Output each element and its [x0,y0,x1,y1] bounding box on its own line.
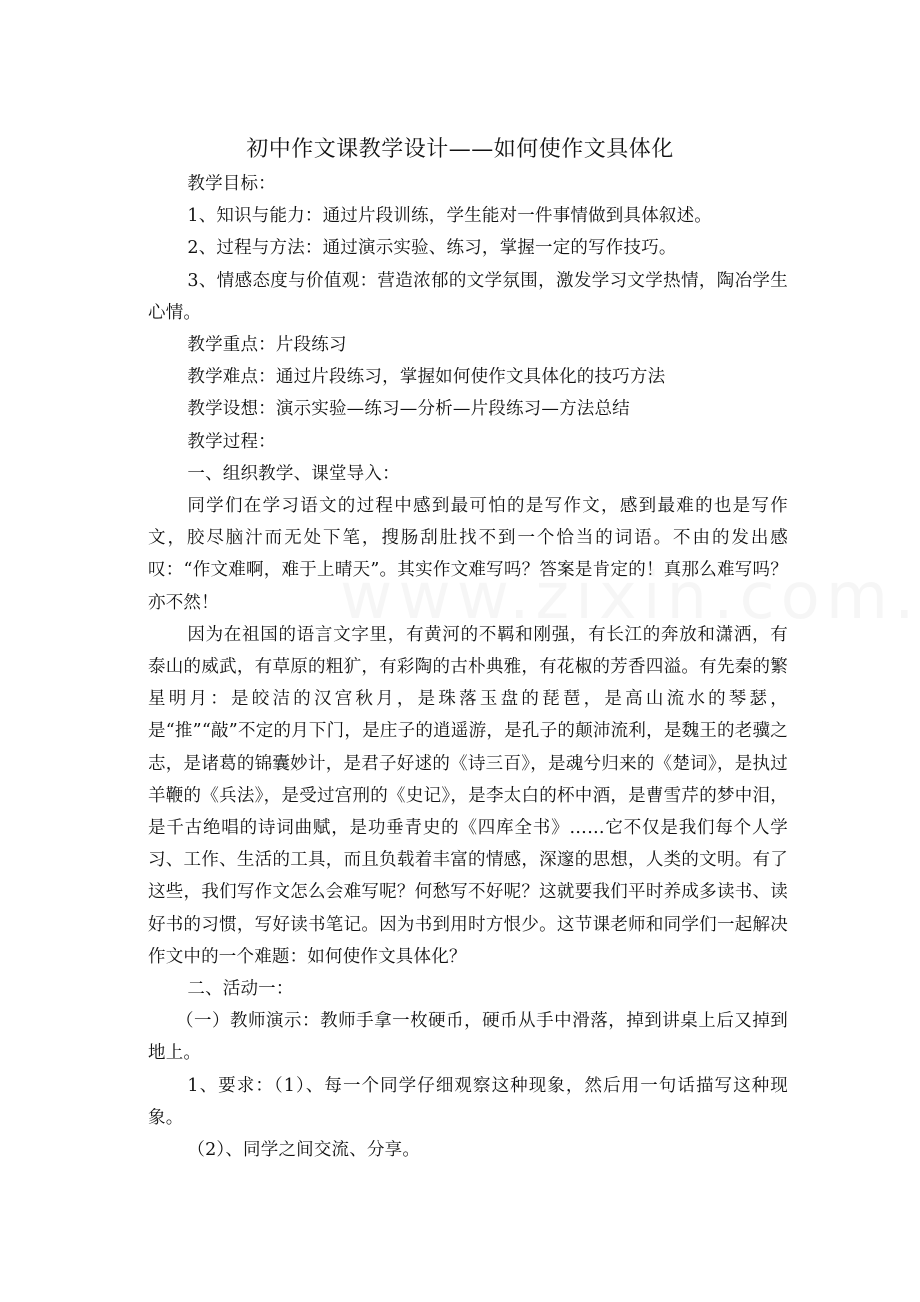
paragraph: 教学过程： [187,431,276,452]
paragraph: 教学重点：片段练习 [187,335,347,356]
paragraph: 教学设想：演示实验—练习—分析—片段练习—方法总结 [187,399,630,420]
paragraph: 1、知识与能力：通过片段训练，学生能对一件事情做到具体叙述。 [187,206,713,227]
document-title: 初中作文课教学设计——如何使作文具体化 [246,137,674,162]
document-body [148,168,788,1166]
section-heading: 二、活动一： [187,979,294,1000]
paragraph: 1、要求：（1）、每一个同学仔细观察这种现象，然后用一句话描写这种现象。 [148,1075,788,1128]
paragraph: （一）教师演示：教师手拿一枚硬币，硬币从手中滑落，掉到讲桌上后又掉到地上。 [148,1011,788,1064]
paragraph: 2、过程与方法：通过演示实验、练习，掌握一定的写作技巧。 [187,238,677,259]
paragraph: （2）、同学之间交流、分享。 [187,1140,421,1161]
section-heading: 一、组织教学、课堂导入： [187,463,400,484]
paragraph: 因为在祖国的语言文字里，有黄河的不羁和刚强，有长江的奔放和潇洒，有泰山的威武，有草原的粗犷，有彩陶的古朴典雅，有花椒的芳香四溢。有先秦的繁星明月：是皎洁的汉宫秋月，是珠落玉盘的琵琶，是高山流水的琴瑟，是“推”“敲”不定的月下门，是庄子的逍遥游，是孔子的颠沛流利，是魏王的老骥之志，是诸葛的锦囊妙计，是君子好逑的《诗三百》，是魂兮归来的《楚词》，是执过羊鞭的《兵法》，是受过宫刑的《史记》，是李太白的杯中酒，是曹雪芹的梦中泪，是千古绝唱的诗词曲赋，是功垂青史的《四库全书》……它不仅是我们每个人学习、工作、生活的工具，而且负载着丰富的情感，深邃的思想，人类的文明。有了这些，我们写作文怎么会难写呢？何愁写不好呢？这就要我们平时养成多读书、读好书的习惯，写好读书笔记。因为书到用时方恨少。这节课老师和同学们一起解决作文中的一个难题：如何使作文具体化？ [148,624,788,967]
paragraph: 教学目标： [187,174,276,194]
paragraph: 同学们在学习语文的过程中感到最可怕的是写作文，感到最难的也是写作文，胶尽脑汁而无处下笔，搜肠刮肚找不到一个恰当的词语。不由的发出感叹：“作文难啊，难于上晴天”。其实作文难写吗？答案是肯定的！真那么难写吗？亦不然！ [148,496,788,613]
paragraph: 教学难点：通过片段练习，掌握如何使作文具体化的技巧方法 [187,367,666,388]
paragraph: 3、情感态度与价值观：营造浓郁的文学氛围，激发学习文学热情，陶冶学生心情。 [148,270,788,323]
